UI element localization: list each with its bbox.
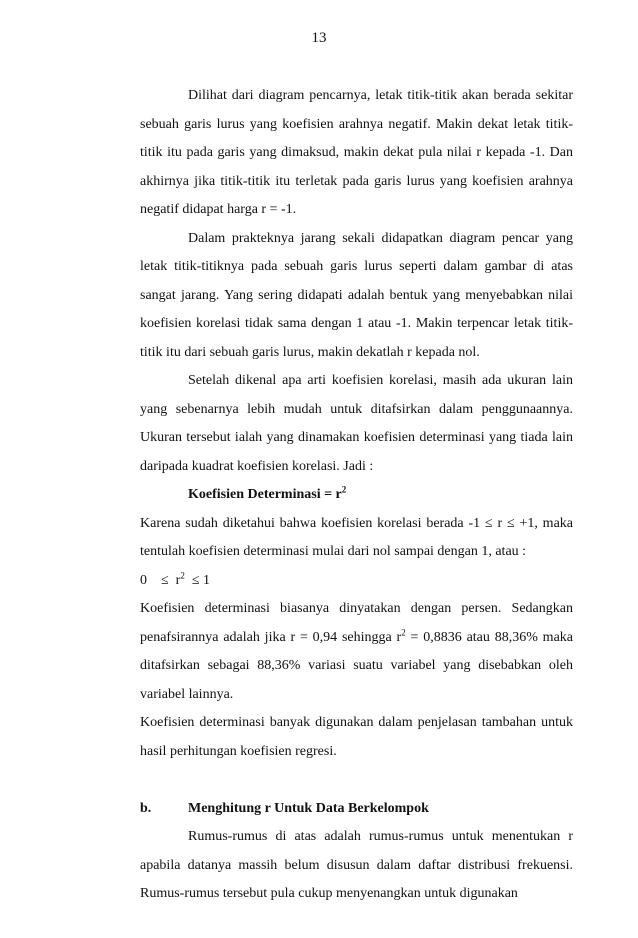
percentage-text-b: = 0,8836 atau 88,36% maka ditafsirkan sebagai 88,36% variasi suatu variabel yang disebabkan oleh variabel lainnya. xyxy=(140,629,573,702)
section-title: Menghitung r Untuk Data Berkelompok xyxy=(188,800,429,816)
inequality-left: 0 ≤ r xyxy=(140,572,181,588)
section-heading xyxy=(140,795,573,824)
page-number: 13 xyxy=(311,30,327,46)
paragraph-negative-correlation: Dilihat dari diagram pencarnya, letak titik-titik akan berada sekitar sebuah garis lurus yang koefisien arahnya negatif. Makin dekat letak titik-titik itu pada garis yang dimaksud, makin dekat pula nilai r kepada -1. Dan akhirnya jika titik-titik itu terletak pada garis lurus yang koefisien arahnya negatif didapat harga r = -1. xyxy=(140,88,573,217)
inequality-superscript: 2 xyxy=(180,569,185,580)
paragraph-scatter-practice: Dalam prakteknya jarang sekali didapatkan diagram pencar yang letak titik-titiknya pada sebuah garis lurus seperti dalam gambar di atas sangat jarang. Yang sering didapati adalah bentuk yang menyebabkan nilai koefisien korelasi tidak sama dengan 1 atau -1. Makin terpencar letak titik-titik itu dari sebuah garis lurus, makin dekatlah r kepada nol. xyxy=(140,230,573,360)
blank-line xyxy=(140,766,573,795)
percentage-text-a: Koefisien determinasi biasanya dinyatakan dengan persen. Sedangkan penafsirannya adalah jika r = 0,94 sehingga r xyxy=(140,601,573,645)
paragraph-correlation-range: Karena sudah diketahui bahwa koefisien korelasi berada -1 ≤ r ≤ +1, maka tentulah koefisien determinasi mulai dari nol sampai dengan 1, atau : xyxy=(140,515,573,559)
paragraph-percentage-interpretation xyxy=(140,595,573,709)
formula-determination xyxy=(140,481,573,510)
inequality-right: ≤ 1 xyxy=(184,572,211,588)
inequality-r-squared xyxy=(140,567,573,596)
formula-label: Koefisien Determinasi = r xyxy=(188,487,342,502)
paragraph-determination-intro: Setelah dikenal apa arti koefisien korelasi, masih ada ukuran lain yang sebenarnya lebih mudah untuk ditafsirkan dalam penggunaannya. Ukuran tersebut ialah yang dinamakan koefisien determinasi yang tiada lain daripada kuadrat koefisien korelasi. Jadi : xyxy=(140,373,573,474)
page-body xyxy=(140,82,573,909)
percentage-superscript: 2 xyxy=(401,626,406,637)
paragraph-grouped-data: Rumus-rumus di atas adalah rumus-rumus untuk menentukan r apabila datanya massih belum disusun dalam daftar distribusi frekuensi. Rumus-rumus tersebut pula cukup menyenangkan untuk digunakan xyxy=(140,829,573,901)
section-letter: b. xyxy=(140,800,152,816)
paragraph-regression-usage: Koefisien determinasi banyak digunakan dalam penjelasan tambahan untuk hasil perhitungan koefisien regresi. xyxy=(140,715,573,759)
formula-superscript: 2 xyxy=(341,484,347,495)
